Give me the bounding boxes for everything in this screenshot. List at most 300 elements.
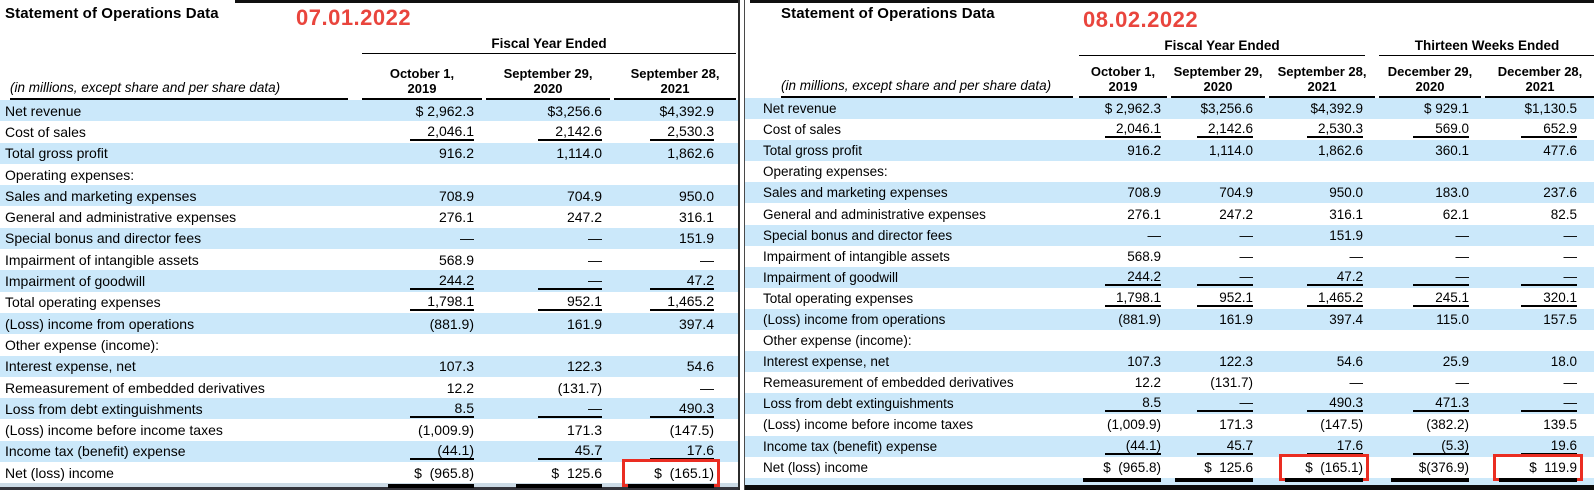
value-cell	[1483, 228, 1594, 243]
cell-value: 708.9	[438, 187, 474, 204]
value-cell	[612, 442, 738, 460]
row-label: Special bonus and director fees	[763, 227, 953, 243]
cell-value: (881.9)	[429, 315, 474, 332]
value-cell	[360, 145, 484, 161]
cell-value: 397.4	[678, 315, 714, 332]
value-cell	[1377, 249, 1483, 264]
table-row	[745, 182, 1594, 203]
value-cell	[1169, 269, 1267, 286]
cell-value: —	[538, 272, 602, 290]
cell-value: 1,798.1	[1105, 290, 1161, 307]
cell-value: 19.6	[1521, 438, 1577, 455]
row-label: Cost of sales	[5, 123, 86, 140]
cell-value: 2,142.6	[1197, 121, 1253, 138]
value-cell	[360, 252, 484, 268]
value-cell	[1483, 417, 1594, 432]
value-cell	[360, 293, 484, 311]
cell-value: (131.7)	[557, 379, 602, 396]
page-title: Statement of Operations Data	[5, 5, 219, 22]
value-cell	[484, 252, 612, 268]
cell-value: 139.5	[1543, 417, 1577, 433]
cell-value: 45.7	[1197, 438, 1253, 455]
cell-value: 1,114.0	[556, 145, 602, 162]
value-cell	[1267, 249, 1377, 264]
cell-value: 171.3	[1219, 417, 1253, 433]
row-label: Impairment of intangible assets	[5, 251, 199, 268]
cell-value: $ 2,962.3	[415, 102, 474, 119]
cell-value: 62.1	[1442, 206, 1469, 222]
value-cell	[1169, 249, 1267, 264]
value-cell	[1483, 101, 1594, 116]
row-label: Operating expenses:	[763, 164, 888, 180]
cell-value: (1,009.9)	[417, 422, 474, 439]
value-cell	[1077, 249, 1169, 264]
value-cell	[1377, 207, 1483, 222]
cell-value: 1,465.2	[650, 293, 714, 311]
value-cell	[1267, 101, 1377, 116]
value-cell	[1377, 290, 1483, 307]
value-cell	[1267, 375, 1377, 390]
table-row	[0, 249, 738, 270]
cell-value: (44.1)	[410, 442, 474, 460]
value-cell	[612, 252, 738, 268]
cell-value: 8.5	[1105, 395, 1161, 412]
cell-value: 47.2	[650, 272, 714, 290]
column-header-label: December 29, 2020	[1379, 64, 1481, 98]
footer-border	[745, 485, 1594, 490]
cell-value: —	[588, 251, 602, 268]
value-cell	[1267, 395, 1377, 412]
cell-value: 161.9	[1219, 311, 1253, 327]
cell-value: 568.9	[1127, 248, 1161, 264]
value-cell	[484, 358, 612, 374]
value-cell	[360, 188, 484, 204]
statement-table-right	[744, 0, 1594, 490]
column-group-label: Fiscal Year Ended	[362, 36, 736, 54]
cell-value: $ (965.8)	[1083, 460, 1161, 475]
cell-value: 17.6	[1307, 438, 1363, 455]
title-row	[745, 0, 1594, 36]
cell-value: —	[1349, 375, 1363, 391]
cell-value: 950.0	[678, 187, 714, 204]
column-header-label: December 28, 2021	[1485, 64, 1594, 98]
table-row	[0, 143, 738, 164]
value-cell	[612, 230, 738, 246]
table-row	[745, 288, 1594, 309]
column-header-label: September 28, 2021	[1269, 64, 1375, 98]
table-row	[745, 372, 1594, 393]
value-cell	[1483, 249, 1594, 264]
value-cell	[1077, 290, 1169, 307]
cell-value: —	[1455, 248, 1469, 264]
cell-value: $ 125.6	[1175, 460, 1253, 475]
cell-value: 276.1	[438, 209, 474, 226]
cell-value: 1,862.6	[1317, 143, 1363, 159]
table-row	[745, 203, 1594, 224]
table-row	[745, 161, 1594, 182]
cell-value: 171.3	[566, 422, 602, 439]
column-header	[1377, 64, 1483, 98]
row-label: Impairment of goodwill	[763, 269, 899, 285]
value-cell	[612, 123, 738, 141]
cell-value: 82.5	[1550, 206, 1577, 222]
value-cell	[1267, 354, 1377, 369]
cell-value: 244.2	[1105, 269, 1161, 286]
column-header-label: October 1, 2019	[362, 66, 482, 100]
value-cell	[1169, 290, 1267, 307]
row-label: Total gross profit	[763, 143, 863, 159]
value-cell	[1377, 269, 1483, 286]
value-cell	[1377, 354, 1483, 369]
cell-value: —	[1455, 227, 1469, 243]
table-row	[0, 356, 738, 377]
value-cell	[1483, 460, 1594, 475]
cell-value: (147.5)	[669, 422, 714, 439]
row-label: Net revenue	[5, 102, 82, 119]
value-cell	[1267, 185, 1377, 200]
row-label: Income tax (benefit) expense	[763, 438, 938, 454]
column-header-label: September 29, 2020	[1171, 64, 1265, 98]
cell-value: 45.7	[538, 442, 602, 460]
cell-value: 397.4	[1329, 311, 1363, 327]
cell-value: 244.2	[410, 272, 474, 290]
cell-value: 247.2	[566, 209, 602, 226]
column-header-row	[0, 54, 738, 100]
table-row	[745, 436, 1594, 457]
value-cell	[612, 103, 738, 119]
cell-value: (147.5)	[1320, 417, 1363, 433]
row-label: Loss from debt extinguishments	[763, 396, 954, 412]
cell-value: 18.0	[1550, 354, 1577, 370]
value-cell	[1169, 185, 1267, 200]
cell-value: 2,142.6	[538, 123, 602, 141]
cell-value: —	[700, 251, 714, 268]
cell-value: —	[1521, 395, 1577, 412]
table-row	[745, 98, 1594, 119]
cell-value: $ 125.6	[516, 465, 602, 481]
value-cell	[1483, 207, 1594, 222]
value-cell	[1377, 438, 1483, 455]
row-label: (Loss) income before income taxes	[5, 422, 223, 439]
cell-value: 490.3	[1307, 395, 1363, 412]
cell-value: 916.2	[438, 145, 474, 162]
value-cell	[612, 272, 738, 290]
value-cell	[360, 358, 484, 374]
row-label: Other expense (income):	[5, 336, 160, 353]
row-label: (Loss) income from operations	[5, 315, 195, 332]
cell-value: 247.2	[1219, 206, 1253, 222]
cell-value: 652.9	[1521, 121, 1577, 138]
column-header	[1483, 64, 1594, 98]
cell-value: —	[1197, 395, 1253, 412]
value-cell	[1169, 312, 1267, 327]
value-cell	[1377, 228, 1483, 243]
cell-value: 471.3	[1413, 395, 1469, 412]
value-cell	[1169, 438, 1267, 455]
cell-value: 107.3	[1127, 354, 1161, 370]
cell-value: 107.3	[438, 358, 474, 375]
value-cell	[1377, 312, 1483, 327]
value-cell	[1377, 375, 1483, 390]
column-header-label: October 1, 2019	[1079, 64, 1167, 98]
value-cell	[1483, 121, 1594, 138]
value-cell	[1169, 460, 1267, 475]
cell-value: —	[1563, 248, 1577, 264]
value-cell	[484, 465, 612, 481]
value-cell	[612, 316, 738, 332]
table-row	[0, 270, 738, 291]
value-cell	[612, 465, 738, 481]
cell-value: 952.1	[1197, 290, 1253, 307]
cell-value: 122.3	[1219, 354, 1253, 370]
value-cell	[360, 230, 484, 246]
value-cell	[1169, 395, 1267, 412]
value-cell	[484, 188, 612, 204]
cell-value: (5.3)	[1413, 438, 1469, 455]
value-cell	[612, 380, 738, 396]
column-header	[484, 66, 612, 100]
value-cell	[1169, 375, 1267, 390]
table-row	[745, 140, 1594, 161]
cell-value: $ 929.1	[1423, 101, 1469, 117]
column-header	[1077, 64, 1169, 98]
value-cell	[360, 272, 484, 290]
units-note-cell	[745, 78, 1077, 98]
row-label: Total operating expenses	[5, 294, 161, 311]
cell-value: 708.9	[1127, 185, 1161, 201]
table-row	[0, 121, 738, 142]
table-row	[0, 313, 738, 334]
cell-value: 151.9	[1329, 227, 1363, 243]
value-cell	[484, 442, 612, 460]
value-cell	[1267, 312, 1377, 327]
column-group-row	[0, 34, 738, 54]
cell-value: 950.0	[1329, 185, 1363, 201]
cell-value: (382.2)	[1426, 417, 1469, 433]
cell-value: 2,530.3	[650, 123, 714, 141]
value-cell	[612, 358, 738, 374]
table-row	[0, 164, 738, 185]
cell-value: $(376.9)	[1391, 460, 1469, 475]
cell-value: 8.5	[410, 400, 474, 418]
value-cell	[1267, 228, 1377, 243]
table-row	[0, 462, 738, 483]
cell-value: —	[538, 400, 602, 418]
value-cell	[1483, 185, 1594, 200]
row-label: General and administrative expenses	[5, 209, 237, 226]
value-cell	[612, 188, 738, 204]
value-cell	[360, 103, 484, 119]
cell-value: 2,530.3	[1307, 121, 1363, 138]
date-stamp: 07.01.2022	[296, 5, 412, 30]
cell-value: 569.0	[1413, 121, 1469, 138]
row-label: Total operating expenses	[763, 290, 914, 306]
cell-value: —	[1239, 227, 1253, 243]
cell-value: 47.2	[1307, 269, 1363, 286]
column-header	[1169, 64, 1267, 98]
value-cell	[1483, 290, 1594, 307]
value-cell	[1077, 228, 1169, 243]
value-cell	[1077, 417, 1169, 432]
highlighted-cell-value: $ (165.1)	[1285, 460, 1363, 475]
cell-value: —	[460, 230, 474, 247]
row-label: Remeasurement of embedded derivatives	[763, 375, 1014, 391]
cell-value: 2,046.1	[410, 123, 474, 141]
row-label: Total gross profit	[5, 145, 108, 162]
cell-value: 704.9	[566, 187, 602, 204]
cell-value: 1,465.2	[1307, 290, 1363, 307]
value-cell	[1267, 121, 1377, 138]
value-cell	[484, 103, 612, 119]
cell-value: 245.1	[1413, 290, 1469, 307]
row-label: Special bonus and director fees	[5, 230, 202, 247]
table-row	[745, 225, 1594, 246]
cell-value: $3,256.6	[1200, 101, 1253, 117]
value-cell	[1267, 438, 1377, 455]
cell-value: 12.2	[446, 379, 474, 396]
column-header-label: September 29, 2020	[486, 66, 610, 100]
value-cell	[1483, 438, 1594, 455]
value-cell	[1077, 460, 1169, 475]
table-row	[0, 100, 738, 121]
cell-value: $4,392.9	[659, 102, 714, 119]
value-cell	[1483, 375, 1594, 390]
value-cell	[1483, 354, 1594, 369]
value-cell	[1267, 207, 1377, 222]
row-label: Remeasurement of embedded derivatives	[5, 379, 265, 396]
value-cell	[612, 422, 738, 438]
column-group	[1377, 38, 1594, 56]
cell-value: —	[588, 230, 602, 247]
value-cell	[1267, 417, 1377, 432]
value-cell	[484, 272, 612, 290]
value-cell	[1077, 121, 1169, 138]
value-cell	[1377, 101, 1483, 116]
units-note-cell	[0, 80, 360, 100]
value-cell	[1267, 290, 1377, 307]
cell-value: 477.6	[1543, 143, 1577, 159]
row-label: General and administrative expenses	[763, 206, 986, 222]
column-header	[360, 66, 484, 100]
table-row	[0, 228, 738, 249]
cell-value: —	[1563, 227, 1577, 243]
value-cell	[1377, 395, 1483, 412]
row-label: Impairment of goodwill	[5, 273, 146, 290]
table-row	[745, 351, 1594, 372]
value-cell	[1169, 121, 1267, 138]
value-cell	[612, 209, 738, 225]
value-cell	[1077, 207, 1169, 222]
cell-value: $4,392.9	[1310, 101, 1363, 117]
cell-value: 2,046.1	[1105, 121, 1161, 138]
cell-value: $ (965.8)	[388, 465, 474, 481]
value-cell	[1267, 143, 1377, 158]
value-cell	[484, 422, 612, 438]
value-cell	[1077, 395, 1169, 412]
column-group	[360, 36, 738, 54]
row-label: Net revenue	[763, 101, 837, 117]
row-label: Sales and marketing expenses	[763, 185, 948, 201]
column-header-row	[745, 56, 1594, 98]
value-cell	[484, 316, 612, 332]
table-row	[0, 377, 738, 398]
cell-value: 568.9	[438, 251, 474, 268]
table-body	[0, 100, 738, 483]
value-cell	[1377, 417, 1483, 432]
cell-value: 237.6	[1543, 185, 1577, 201]
table-row	[0, 206, 738, 227]
value-cell	[1169, 417, 1267, 432]
value-cell	[484, 230, 612, 246]
cell-value: 276.1	[1127, 206, 1161, 222]
value-cell	[1169, 228, 1267, 243]
value-cell	[1077, 269, 1169, 286]
cell-value: 360.1	[1435, 143, 1469, 159]
cell-value: 320.1	[1521, 290, 1577, 307]
value-cell	[484, 380, 612, 396]
table-row	[0, 292, 738, 313]
cell-value: 115.0	[1436, 311, 1469, 327]
value-cell	[1377, 143, 1483, 158]
value-cell	[1169, 143, 1267, 158]
table-body	[745, 98, 1594, 478]
table-row	[0, 419, 738, 440]
table-row	[745, 246, 1594, 267]
value-cell	[1077, 143, 1169, 158]
value-cell	[1483, 312, 1594, 327]
cell-value: 1,798.1	[410, 293, 474, 311]
cell-value: —	[1197, 269, 1253, 286]
value-cell	[484, 400, 612, 418]
table-row	[0, 398, 738, 419]
cell-value: 122.3	[566, 358, 602, 375]
table-row	[745, 330, 1594, 351]
row-label: Operating expenses:	[5, 166, 135, 183]
value-cell	[1483, 395, 1594, 412]
cell-value: (44.1)	[1105, 438, 1161, 455]
column-group-row	[745, 36, 1594, 56]
units-note: (in millions, except share and per share data)	[10, 80, 348, 100]
value-cell	[612, 400, 738, 418]
cell-value: —	[1147, 227, 1161, 243]
cell-value: (131.7)	[1210, 375, 1253, 391]
row-label: (Loss) income from operations	[763, 311, 946, 327]
highlighted-cell-value: $ (165.1)	[628, 465, 714, 481]
cell-value: 54.6	[686, 358, 714, 375]
row-label: (Loss) income before income taxes	[763, 417, 974, 433]
value-cell	[1267, 269, 1377, 286]
table-row	[0, 185, 738, 206]
value-cell	[612, 145, 738, 161]
cell-value: 952.1	[538, 293, 602, 311]
cell-value: 161.9	[566, 315, 602, 332]
value-cell	[1077, 101, 1169, 116]
row-label: Loss from debt extinguishments	[5, 400, 203, 417]
highlighted-cell-value: $ 119.9	[1499, 460, 1577, 475]
cell-value: 916.2	[1127, 143, 1161, 159]
value-cell	[1169, 207, 1267, 222]
cell-value: 12.2	[1134, 375, 1161, 391]
column-header	[612, 66, 738, 100]
cell-value: —	[1239, 248, 1253, 264]
cell-value: (881.9)	[1118, 311, 1161, 327]
value-cell	[1077, 185, 1169, 200]
row-label: Cost of sales	[763, 122, 842, 138]
cell-value: 151.9	[678, 230, 714, 247]
value-cell	[1077, 438, 1169, 455]
cell-value: 1,862.6	[667, 145, 714, 162]
value-cell	[484, 145, 612, 161]
